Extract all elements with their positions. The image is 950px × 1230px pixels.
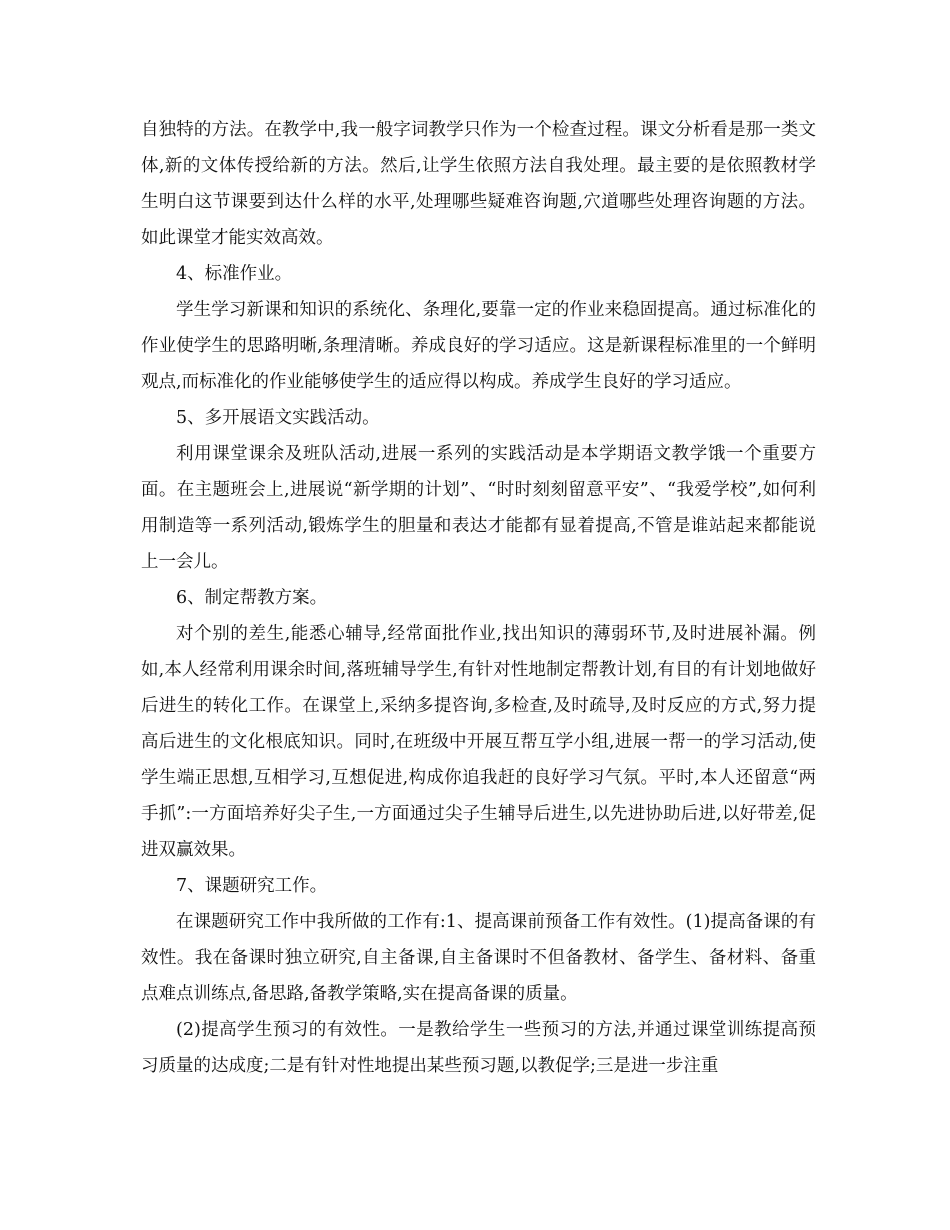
document-page — [141, 112, 816, 1084]
body-paragraph: 学生学习新课和知识的系统化、条理化,要靠一定的作业来稳固提高。通过标准化的作业使学生的思路明晰,条理清晰。养成良好的学习适应。这是新课程标准里的一个鲜明观点,而标准化的作业能够使学生的适应得以构成。养成学生良好的学习适应。 — [141, 300, 816, 392]
body-paragraph: (2)提高学生预习的有效性。一是教给学生一些预习的方法,并通过课堂训练提高预习质量的达成度;二是有针对性地提出某些预习题,以教促学;三是进一步注重 — [141, 1020, 816, 1076]
section-heading: 4、标准作业。 — [176, 264, 293, 284]
body-paragraph: 利用课堂课余及班队活动,进展一系列的实践活动是本学期语文教学饿一个重要方面。在主题班会上,进展说“新学期的计划”、“时时刻刻留意平安”、“我爱学校”,如何利用制造等一系列活动,锻炼学生的胆量和表达才能都有显着提高,不管是谁站起来都能说上一会儿。 — [141, 444, 816, 572]
body-paragraph: 自独特的方法。在教学中,我一般字词教学只作为一个检查过程。课文分析看是那一类文体,新的文体传授给新的方法。然后,让学生依照方法自我处理。最主要的是依照教材学生明白这节课要到达什么样的水平,处理哪些疑难咨询题,穴道哪些处理咨询题的方法。如此课堂才能实效高效。 — [141, 120, 816, 248]
body-paragraph: 在课题研究工作中我所做的工作有:1、提高课前预备工作有效性。(1)提高备课的有效性。我在备课时独立研究,自主备课,自主备课时不但备教材、备学生、备材料、备重点难点训练点,备思路,备教学策略,实在提高备课的质量。 — [141, 912, 816, 1004]
body-paragraph: 对个别的差生,能悉心辅导,经常面批作业,找出知识的薄弱环节,及时进展补漏。例如,本人经常利用课余时间,落班辅导学生,有针对性地制定帮教计划,有目的有计划地做好后进生的转化工作。在课堂上,采纳多提咨询,多检查,及时疏导,及时反应的方式,努力提高后进生的文化根底知识。同时,在班级中开展互帮互学小组,进展一帮一的学习活动,使学生端正思想,互相学习,互想促进,构成你追我赶的良好学习气氛。平时,本人还留意“两手抓”:一方面培养好尖子生,一方面通过尖子生辅导后进生,以先进协助后进,以好带差,促进双赢效果。 — [141, 624, 816, 860]
section-heading: 5、多开展语文实践活动。 — [176, 408, 380, 428]
section-heading: 7、课题研究工作。 — [176, 876, 328, 896]
section-heading: 6、制定帮教方案。 — [176, 588, 328, 608]
